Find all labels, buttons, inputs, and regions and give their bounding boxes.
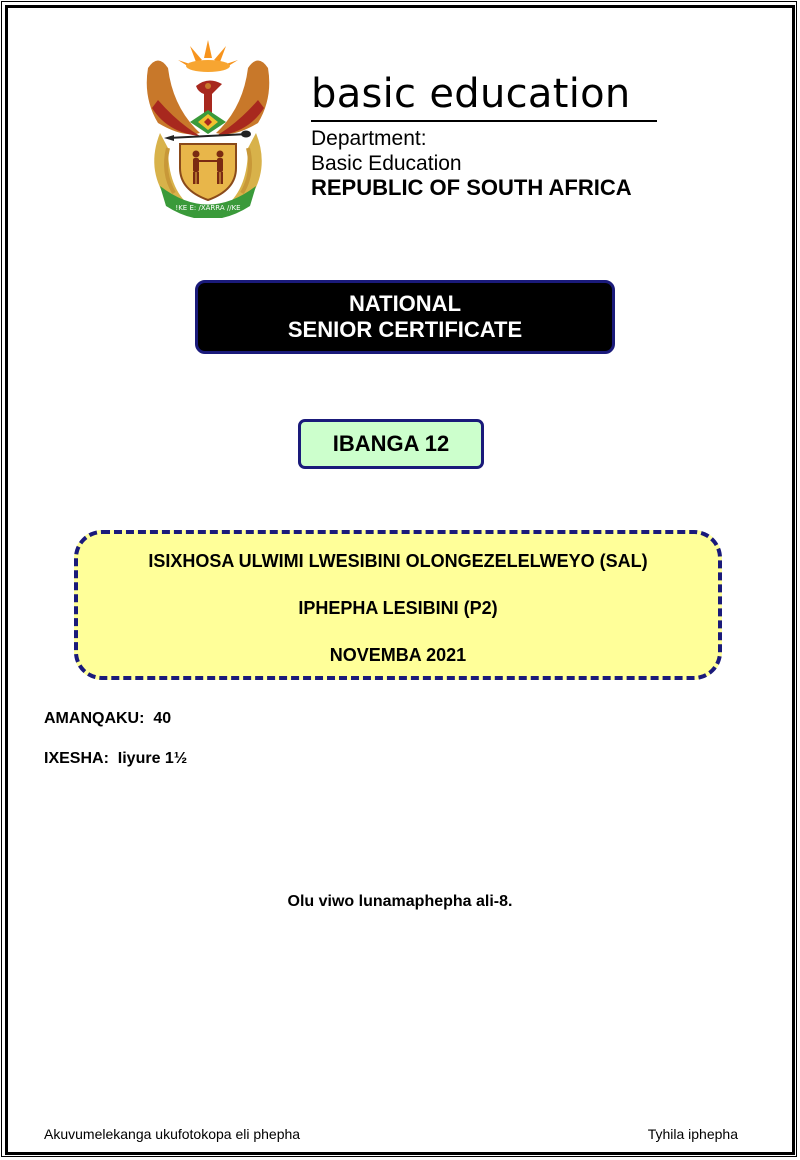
certificate-banner bbox=[195, 280, 615, 354]
country-name: REPUBLIC OF SOUTH AFRICA bbox=[311, 175, 632, 200]
certificate-line-1: NATIONAL bbox=[348, 291, 462, 316]
footer-turn-page: Tyhila iphepha bbox=[647, 1126, 738, 1142]
page-count-note: Olu viwo lunamaphepha ali-8. bbox=[287, 893, 513, 910]
marks-total: AMANQAKU: 40 bbox=[44, 710, 172, 727]
exam-session: NOVEMBA 2021 bbox=[329, 645, 467, 665]
footer-copyright-note: Akuvumelekanga ukufotokopa eli phepha bbox=[44, 1126, 301, 1142]
svg-text:!KE E: /XARRA //KE: !KE E: /XARRA //KE bbox=[175, 204, 241, 212]
certificate-line-2: SENIOR CERTIFICATE bbox=[287, 317, 523, 342]
paper-number: IPHEPHA LESIBINI (P2) bbox=[298, 598, 498, 618]
grade-badge bbox=[298, 419, 484, 469]
coat-of-arms-icon bbox=[138, 38, 278, 218]
brand-divider bbox=[311, 120, 657, 122]
time-allowed: IXESHA: Iiyure 1½ bbox=[44, 750, 188, 767]
subject-title: ISIXHOSA ULWIMI LWESIBINI OLONGEZELELWEYO (SAL) bbox=[148, 551, 648, 571]
department-label: Department: bbox=[311, 127, 427, 150]
grade-label: IBANGA 12 bbox=[332, 431, 450, 456]
brand-title: basic education bbox=[311, 71, 631, 117]
department-name: Basic Education bbox=[311, 152, 462, 175]
subject-panel bbox=[74, 530, 722, 680]
